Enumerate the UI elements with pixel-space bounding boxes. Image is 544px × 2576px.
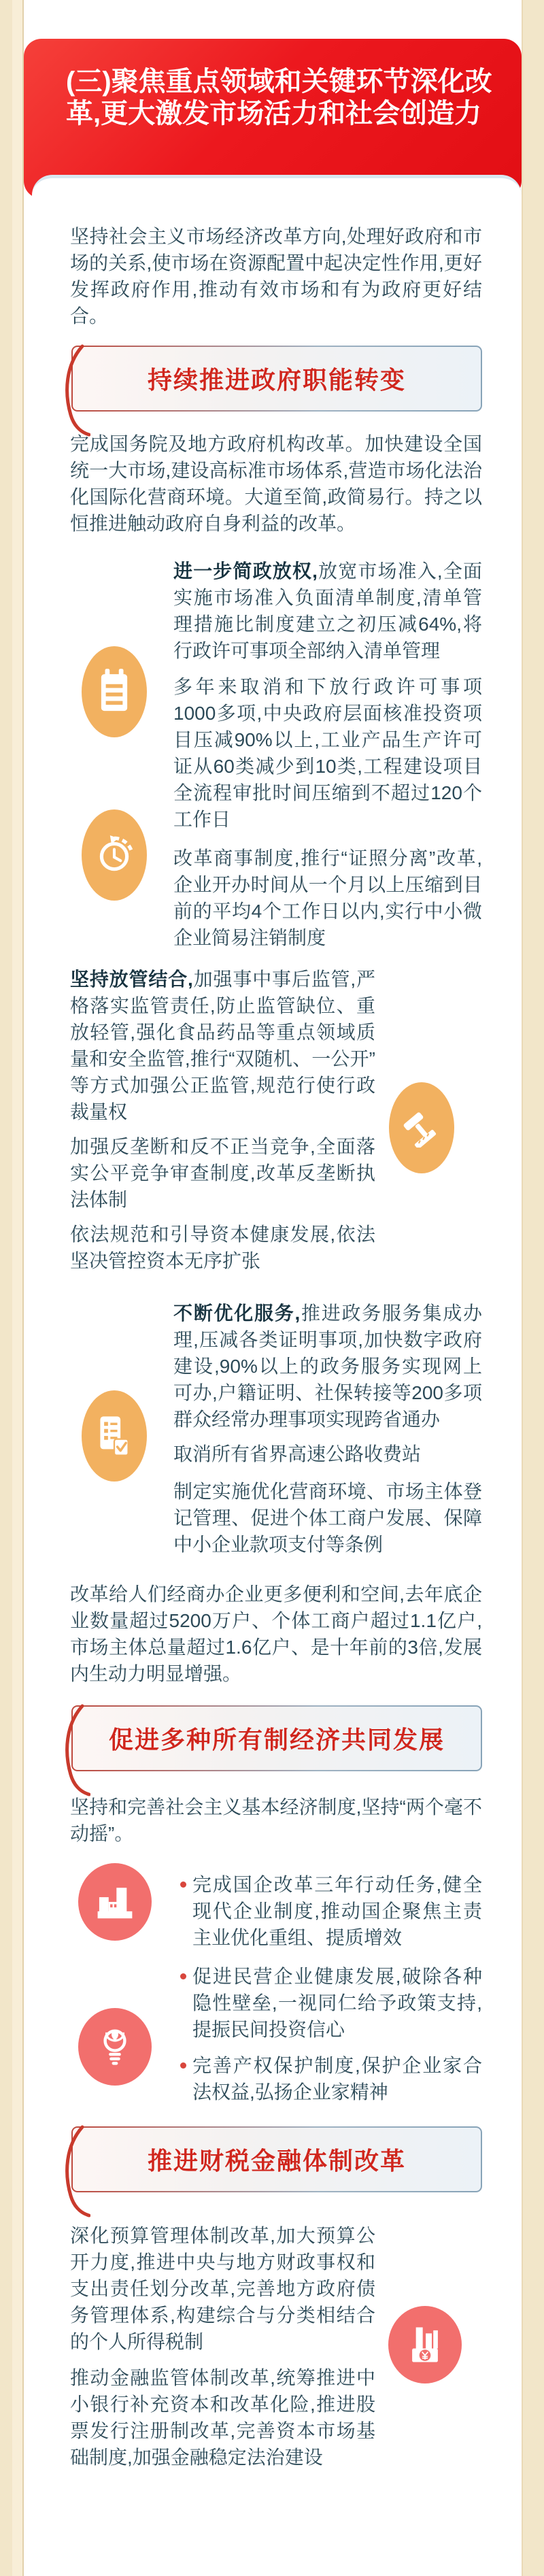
paragraph-lead: 进一步简政放权, — [173, 561, 318, 582]
list-item: 促进民营企业健康发展,破除各种隐性壁垒,一视同仁给予政策支持,提振民间投资信心 — [70, 1963, 482, 2043]
ownership-lead-paragraph: 坚持和完善社会主义基本经济制度,坚持“两个毫不动摇”。 — [70, 1796, 482, 1844]
block-paragraph: 多年来取消和下放行政许可事项1000多项,中央政府层面核准投资项目压减90%以上,工业产品生产许可证从60类减少到10类,工程建设项目全流程审批时间压缩到不超过120个工作日 — [173, 676, 482, 830]
gov-closing-paragraph: 改革给人们经商办企业更多便利和空间,去年底企业数量超过5200万户、个体工商户超过1.1亿户,市场主体总量超过1.6亿户、是十年前的3倍,发展内生动力明显增强。 — [70, 1584, 482, 1684]
paragraph-lead: 坚持放管结合, — [70, 969, 193, 990]
block-paragraph: 取消所有省界高速公路收费站 — [173, 1443, 422, 1465]
block-paragraph: 加强反垄断和反不正当竞争,全面落实公平竞争审查制度,改革反垄断执法体制 — [70, 1136, 375, 1210]
banner-government-function — [71, 346, 482, 412]
block-fiscal — [70, 2222, 482, 2471]
right-edge-seam — [522, 0, 523, 2576]
ribbon-curl-icon — [61, 343, 90, 438]
left-edge-highlight — [12, 0, 22, 2576]
list-item: 完成国企改革三年行动任务,健全现代企业制度,推动国企聚焦主责主业优化重组、提质增效 — [70, 1871, 482, 1951]
intro-paragraph: 坚持社会主义市场经济改革方向,处理好政府和市场的关系,使市场在资源配置中起决定性作用,更好发挥政府作用,推动有效市场和有为政府更好结合。 — [70, 226, 482, 327]
block-paragraph: 依法规范和引导资本健康发展,依法坚决管控资本无序扩张 — [70, 1224, 375, 1271]
page-title: (三)聚焦重点领域和关键环节深化改革,更大激发市场活力和社会创造力 — [66, 67, 492, 129]
ballot-icon — [82, 1390, 147, 1482]
block-paragraph: 改革商事制度,推行“证照分离”改革,企业开办时间从一个月以上压缩到目前的平均4个工作日以内,实行中小微企业简易注销制度 — [173, 848, 482, 948]
gov-lead-paragraph: 完成国务院及地方政府机构改革。加快建设全国统一大市场,建设高标准市场体系,营造市场化法治化国际化营商环境。大道至简,政简易行。持之以恒推进触动政府自身利益的改革。 — [70, 433, 482, 534]
list-item: 完善产权保护制度,保护企业家合法权益,弘扬企业家精神 — [70, 2052, 482, 2105]
ribbon-curl-icon — [61, 1703, 90, 1798]
fiscal-paragraph: 深化预算管理体制改革,加大预算公开力度,推进中央与地方财政事权和支出责任划分改革,完善地方政府债务管理体系,构建综合与分类相结合的个人所得税制 — [70, 2225, 375, 2352]
banner-fiscal-finance — [71, 2126, 482, 2192]
stopwatch-icon — [82, 809, 147, 901]
block-paragraph: 不断优化服务,推进政务服务集成办理,压减各类证明事项,加快数字政府建设,90%以上的政务服务实现网上可办,户籍证明、社保转接等200多项群众经常办理事项实现跨省通办 — [173, 1303, 482, 1430]
banner-label: 促进多种所有制经济共同发展 — [108, 1726, 445, 1754]
content-panel — [32, 175, 522, 2576]
finance-paragraph: 推动金融监管体制改革,统筹推进中小银行补充资本和改革化险,推进股票发行注册制改革,完善资本市场基础制度,加强金融稳定法治建设 — [70, 2367, 375, 2468]
clipboard-icon — [82, 646, 147, 737]
block-services — [70, 1300, 482, 1558]
bank-money-icon — [388, 2306, 462, 2383]
paragraph-lead: 不断优化服务, — [173, 1303, 301, 1324]
block-ownership-bullets — [70, 1871, 482, 2105]
block-paragraph: 坚持放管结合,加强事中事后监管,严格落实监管责任,防止监管缺位、重放轻管,强化食品药品等重点领域质量和安全监管,推行“双随机、一公开”等方式加强公正监管,规范行使行政裁量权 — [70, 969, 376, 1122]
block-paragraph: 进一步简政放权,放宽市场准入,全面实施市场准入负面清单制度,清单管理措施比制度建立之初压减64%,将行政许可事项全部纳入清单管理 — [173, 561, 483, 661]
banner-ownership-economy — [71, 1705, 482, 1771]
block-simplify-administration — [70, 558, 482, 951]
ribbon-curl-icon — [61, 2124, 90, 2219]
gavel-icon — [389, 1082, 454, 1173]
banner-label: 持续推进政府职能转变 — [147, 366, 406, 394]
content-card — [24, 0, 522, 2576]
block-paragraph: 制定实施优化营商环境、市场主体登记管理、促进个体工商户发展、保障中小企业款项支付等条例 — [173, 1481, 482, 1555]
banner-label: 推进财税金融体制改革 — [147, 2147, 406, 2175]
block-regulation — [70, 966, 482, 1274]
